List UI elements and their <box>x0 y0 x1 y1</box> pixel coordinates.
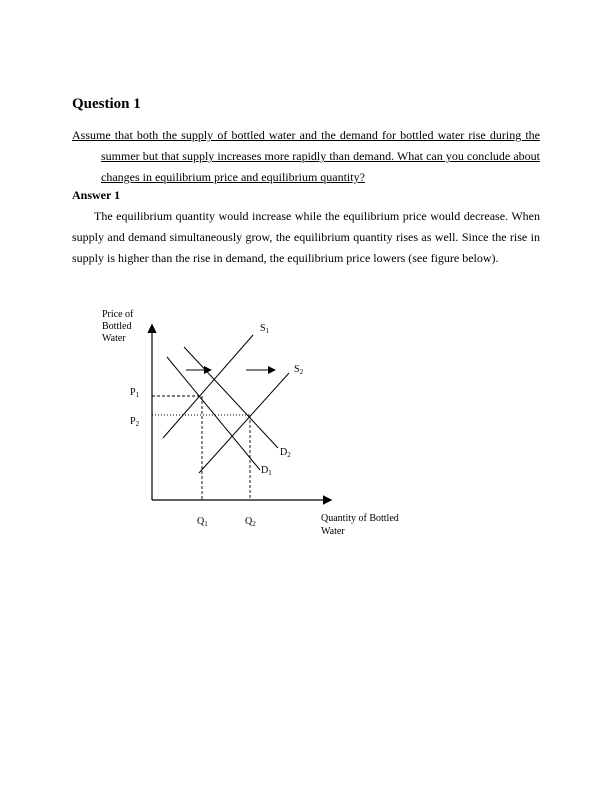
x-axis-label <box>321 513 401 537</box>
y-axis-label-line-3: Water <box>102 333 126 344</box>
answer-text: The equilibrium quantity would increase while the equilibrium price would decrease. When supply and demand simultaneously grow, the equilibrium quantity rises as well. Since the rise in supply is higher than the rise in demand, the equilibrium price lowers (see figure below). <box>72 209 540 265</box>
label-q1: $Q_1$ <box>197 516 208 528</box>
label-s1: $S_1$ <box>260 323 270 335</box>
supply-demand-figure <box>90 300 410 545</box>
label-p2: $P_2$ <box>130 416 140 428</box>
label-d2: $D_2$ <box>280 447 291 459</box>
label-d1: $D_1$ <box>261 465 272 477</box>
supply-curve-s1 <box>163 335 253 438</box>
x-axis-label-line-1: Quantity of Bottled <box>321 513 399 524</box>
y-axis-label-line-1: Price of <box>102 309 134 320</box>
y-axis-label <box>102 309 136 344</box>
label-p1: $P_1$ <box>130 387 140 399</box>
x-axis-label-line-2: Water <box>321 526 345 537</box>
y-axis-label-line-2: Bottled <box>102 321 132 332</box>
supply-curve-s2 <box>199 373 289 473</box>
answer-heading: Answer 1 <box>72 188 121 202</box>
label-q2: $Q_2$ <box>245 516 256 528</box>
question-text: Assume that both the supply of bottled water and the demand for bottled water rise during the summer but that supply increases more rapidly than demand. What can you conclude about changes in equilibrium price and equilibrium quantity? <box>72 128 540 184</box>
question-heading: Question 1 <box>72 96 141 112</box>
label-s2: $S_2$ <box>294 364 304 376</box>
